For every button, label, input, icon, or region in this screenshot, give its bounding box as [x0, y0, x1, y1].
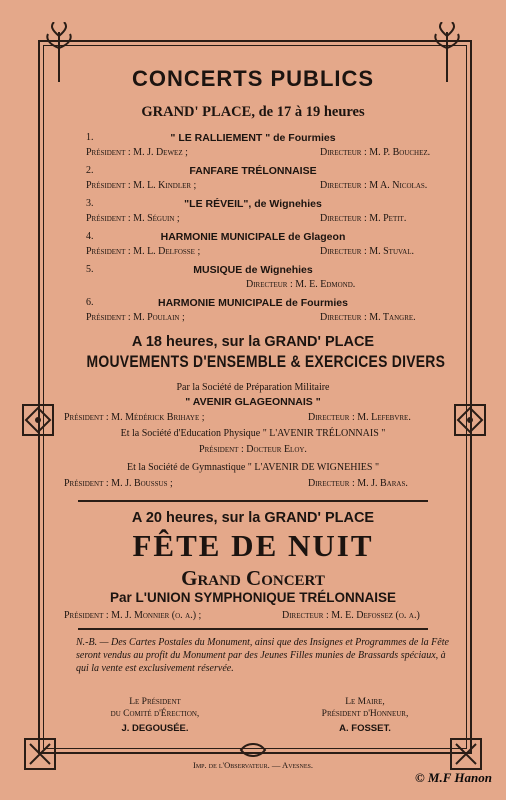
band-president: Président : M. L. Kindler ;: [86, 180, 197, 191]
band-name: FANFARE TRÉLONNAISE: [189, 165, 317, 177]
watermark: © M.F Hanon: [414, 770, 492, 785]
education-society: Et la Société d'Education Physique " L'AVENIR TRÉLONNAIS ": [120, 428, 386, 439]
avenir-glageon: " AVENIR GLAGEONNAIS ": [185, 396, 321, 408]
sig-left-line1: Le Président: [129, 697, 181, 707]
signature-right: [290, 696, 440, 735]
right-knot-ornament: [452, 402, 488, 438]
band-name: MUSIQUE de Wignehies: [193, 264, 313, 276]
sig-left-line2: du Comité d'Érection,: [110, 709, 200, 719]
sig-right-name: A. FOSSET.: [339, 723, 391, 734]
band-number: 4.: [86, 231, 94, 242]
divider-2: [78, 628, 428, 630]
band-number: 5.: [86, 264, 94, 275]
divider: [78, 500, 428, 502]
signature-left: [80, 696, 230, 735]
band-number: 2.: [86, 165, 94, 176]
band-name: " LE RALLIEMENT " de Fourmies: [170, 132, 336, 144]
band-director: Directeur : M. E. Edmond.: [246, 279, 356, 290]
grand-place-time: GRAND' PLACE, de 17 à 19 heures: [141, 104, 365, 120]
band-number: 6.: [86, 297, 94, 308]
mouvements-wrap: [50, 352, 456, 378]
union-director: Directeur : M. E. Defossez (o. a.): [282, 610, 420, 621]
band-director: Directeur : M A. Nicolas.: [320, 180, 428, 191]
union-president: Président : M. J. Monnier (o. a.) ;: [64, 610, 202, 621]
band-number: 1.: [86, 132, 94, 143]
at18-heading: A 18 heures, sur la GRAND' PLACE: [131, 334, 375, 350]
band-director: Directeur : M. Stuval.: [320, 246, 414, 257]
glageon-director: Directeur : M. Lefebvre.: [308, 412, 411, 423]
gym-president: Président : M. J. Boussus ;: [64, 478, 173, 489]
gym-director: Directeur : M. J. Baras.: [308, 478, 408, 489]
band-president: Président : M. Séguin ;: [86, 213, 180, 224]
page-title: CONCERTS PUBLICS: [131, 66, 375, 91]
sig-right-line1: Le Maire,: [345, 697, 385, 707]
band-president: Président : M. L. Delfosse ;: [86, 246, 201, 257]
grand-concert-heading: Grand Concert: [181, 566, 325, 590]
band-name: "LE RÉVEIL", de Wignehies: [184, 198, 322, 210]
band-name: HARMONIE MUNICIPALE de Fourmies: [158, 297, 348, 309]
par-societe: Par la Société de Préparation Militaire: [176, 382, 330, 393]
band-name: HARMONIE MUNICIPALE de Glageon: [160, 231, 346, 243]
gymnastique-society: Et la Société de Gymnastique " L'AVENIR DE WIGNEHIES ": [126, 462, 380, 473]
mouvements-heading: MOUVEMENTS D'ENSEMBLE & EXERCICES DIVERS: [86, 352, 446, 371]
nb-note: N.-B. — Des Cartes Postales du Monument, ainsi que des Insignes et Programmes de la Fête seront vendus au profit du Monument par des Jeunes Filles munies de Brassards spéciaux, à qui la vente est exclusivement réservée.: [76, 637, 449, 674]
sig-left-name: J. DEGOUSÉE.: [121, 723, 189, 734]
band-director: Directeur : M. Tangre.: [320, 312, 416, 323]
sig-right-line2: Président d'Honneur,: [321, 709, 409, 719]
band-president: Président : M. Poulain ;: [86, 312, 185, 323]
glageon-president: Président : M. Médérick Brihaye ;: [64, 412, 205, 423]
band-director: Directeur : M. Petit.: [320, 213, 407, 224]
union-heading: Par L'UNION SYMPHONIQUE TRÉLONNAISE: [110, 590, 396, 605]
fete-de-nuit-heading: FÊTE DE NUIT: [132, 528, 374, 563]
band-director: Directeur : M. P. Bouchez.: [320, 147, 431, 158]
imprint: Imp. de l'Observateur. — Avesnes.: [193, 760, 313, 770]
band-number: 3.: [86, 198, 94, 209]
education-president: Président : Docteur Eloy.: [199, 444, 307, 455]
at20-heading: A 20 heures, sur la GRAND' PLACE: [131, 510, 375, 526]
band-president: Président : M. J. Dewez ;: [86, 147, 188, 158]
center-bottom-ornament: [239, 742, 267, 758]
